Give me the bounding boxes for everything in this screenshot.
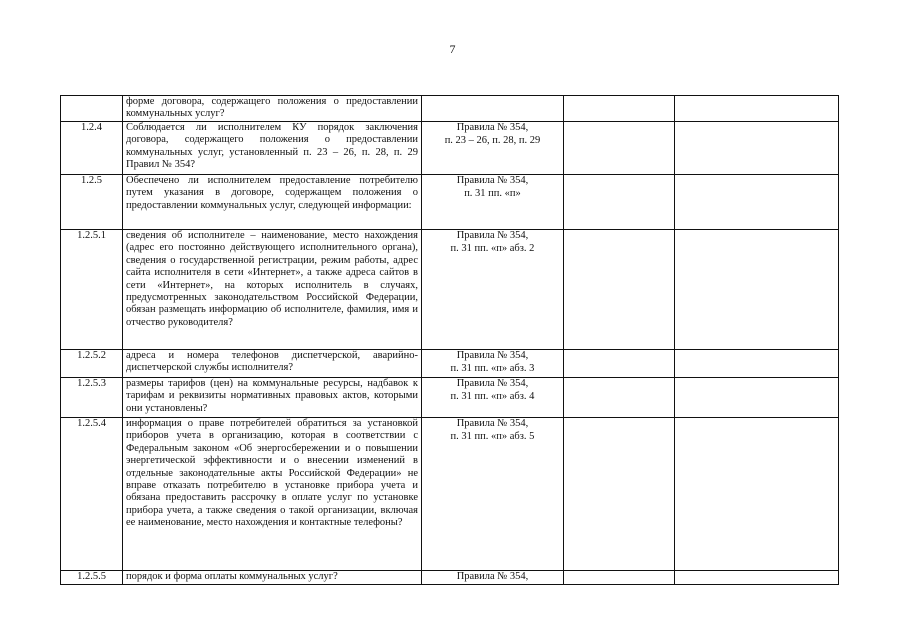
empty-answer-cell: [564, 122, 675, 175]
empty-notes-cell: [675, 350, 839, 378]
question-cell: Соблюдается ли исполнителем КУ порядок заключения договора, содержащего положения о предоставлении коммунальных услуг, установленный п. 23 – 26, п. 28, п. 29 Правил № 354?: [123, 122, 422, 175]
table-row: [61, 378, 839, 418]
row-number-cell: [61, 96, 123, 122]
reference-line: п. 31 пп. «п» абз. 2: [450, 242, 535, 254]
table-row: [61, 230, 839, 350]
reference-line: п. 31 пп. «п» абз. 4: [450, 390, 535, 402]
empty-notes-cell: [675, 571, 839, 585]
table-row: [61, 122, 839, 175]
checklist-table: [60, 95, 839, 585]
reference-cell: [422, 350, 564, 378]
row-number-cell: 1.2.5.4: [61, 418, 123, 571]
empty-notes-cell: [675, 230, 839, 350]
empty-notes-cell: [675, 122, 839, 175]
reference-line: Правила № 354,: [456, 122, 529, 133]
reference-cell: [422, 230, 564, 350]
row-number-cell: 1.2.5.3: [61, 378, 123, 418]
question-cell: сведения об исполнителе – наименование, место нахождения (адрес его постоянно действующего исполнительного органа), сведения о государственной регистрации, режим работы, адрес сайта исполнителя в сети «Интернет», а также адреса сайтов в сети «Интернет», на которых исполнитель в случаях, предусмотренных законодательством Российской Федерации, обязан размещать информацию об исполнителе, фамилия, имя и отчество руководителя?: [123, 230, 422, 350]
question-cell: размеры тарифов (цен) на коммунальные ресурсы, надбавок к тарифам и реквизиты нормативных правовых актов, которыми они установлены?: [123, 378, 422, 418]
empty-notes-cell: [675, 96, 839, 122]
empty-notes-cell: [675, 418, 839, 571]
reference-cell: [422, 96, 564, 122]
empty-answer-cell: [564, 96, 675, 122]
row-number-cell: 1.2.4: [61, 122, 123, 175]
row-number-cell: 1.2.5.5: [61, 571, 123, 585]
empty-answer-cell: [564, 350, 675, 378]
question-cell: адреса и номера телефонов диспетчерской, аварийно-диспетчерской службы исполнителя?: [123, 350, 422, 378]
row-number-cell: 1.2.5.2: [61, 350, 123, 378]
table-row: [61, 418, 839, 571]
reference-cell: [422, 378, 564, 418]
empty-answer-cell: [564, 175, 675, 230]
question-cell: порядок и форма оплаты коммунальных услуг?: [123, 571, 422, 585]
reference-line: Правила № 354,: [456, 418, 529, 429]
table-row: [61, 350, 839, 378]
table-row: [61, 175, 839, 230]
reference-cell: [422, 571, 564, 585]
empty-notes-cell: [675, 175, 839, 230]
page-number: 7: [449, 42, 456, 56]
row-number-cell: 1.2.5: [61, 175, 123, 230]
question-cell: форме договора, содержащего положения о предоставлении коммунальных услуг?: [123, 96, 422, 122]
reference-line: Правила № 354,: [456, 571, 529, 582]
reference-line: п. 31 пп. «п»: [464, 187, 521, 199]
row-number-cell: 1.2.5.1: [61, 230, 123, 350]
reference-line: Правила № 354,: [456, 175, 529, 186]
empty-answer-cell: [564, 230, 675, 350]
table-row: [61, 96, 839, 122]
reference-line: Правила № 354,: [456, 230, 529, 241]
table-row: [61, 571, 839, 585]
reference-cell: [422, 175, 564, 230]
question-cell: Обеспечено ли исполнителем предоставление потребителю путем указания в договоре, содержащем положения о предоставлении коммунальных услуг, следующей информации:: [123, 175, 422, 230]
empty-notes-cell: [675, 378, 839, 418]
question-cell: информация о праве потребителей обратиться за установкой приборов учета в организацию, которая в соответствии с Федеральным законом «Об энергосбережении и о повышении энергетической эффективности и о внесении изменений в отдельные законодательные акты Российской Федерации» не вправе отказать потребителю в установке прибора учета и обязана предоставить рассрочку в оплате услуг по установке прибора учета, а также сведения о такой организации, включая ее наименование, место нахождения и контактные телефоны?: [123, 418, 422, 571]
reference-line: п. 23 – 26, п. 28, п. 29: [444, 134, 541, 146]
reference-cell: [422, 418, 564, 571]
empty-answer-cell: [564, 378, 675, 418]
reference-line: Правила № 354,: [456, 350, 529, 361]
empty-answer-cell: [564, 571, 675, 585]
empty-answer-cell: [564, 418, 675, 571]
reference-line: п. 31 пп. «п» абз. 5: [450, 430, 535, 442]
reference-line: Правила № 354,: [456, 378, 529, 389]
reference-cell: [422, 122, 564, 175]
reference-line: п. 31 пп. «п» абз. 3: [450, 362, 535, 374]
checklist-body: [61, 96, 839, 585]
